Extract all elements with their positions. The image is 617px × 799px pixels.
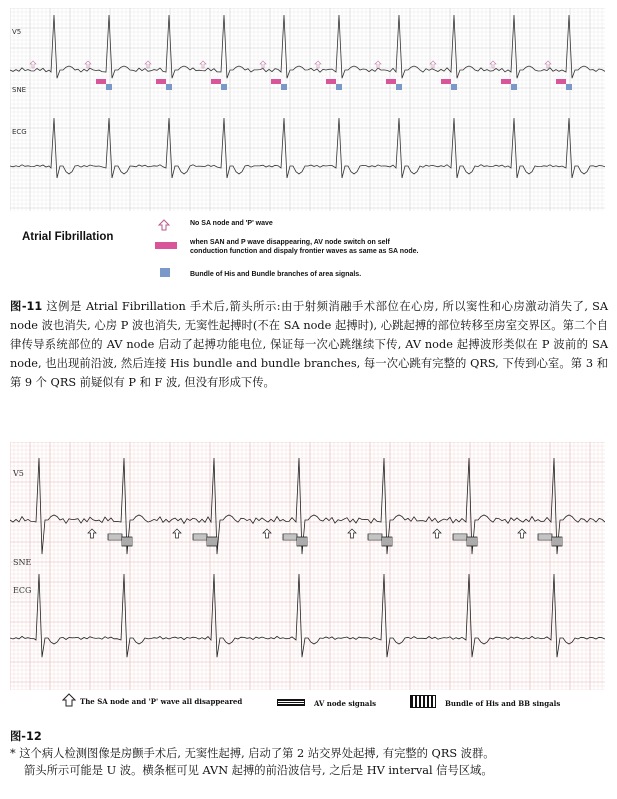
av-signal-box (193, 534, 207, 540)
his-signal-box (297, 537, 307, 546)
legend-item-his: Bundle of His and Bundle branches of area signals. (190, 271, 362, 278)
caption-text: 这例是 Atrial Fibrillation 手术后,箭头所示:由于射频消融手术部位在心房, 所以窦性和心房激动消失了, SA node 波也消失, 心房 P 波也消失, 无窦性起搏时(不在 SA node 起搏时), 心跳起搏的部位转移至房室交界区。第二个自律传导系统部位的 AV node 启动了起搏功能电位, 保证每一次心跳继续下传, AV node 起搏波形类似在 P 波前的 SA node, 也出现前沿波, 然后连接 His bundle and bundle branches, 每一次心跳有完整的 QRS, 下传到心室。第 3 和第 9 个 QRS 前疑似有 P 和 F 波, 但没有形成下传。 (10, 300, 608, 389)
blue-marker (336, 84, 342, 90)
caption-line-1 (10, 745, 608, 762)
blue-marker (281, 84, 287, 90)
pink-marker (501, 79, 511, 84)
pink-marker (441, 79, 451, 84)
caption-11 (10, 297, 608, 392)
av-signal-box (108, 534, 122, 540)
bullet: * (10, 747, 16, 760)
lead-label-v5-2: V5 (13, 469, 24, 478)
pink-marker (211, 79, 221, 84)
av-signal-box (368, 534, 382, 540)
up-arrow-icon-2 (62, 692, 76, 711)
legend-item-av-line2: conduction function and dispaly frontier waves as same as SA node. (190, 248, 419, 255)
caption-12 (10, 728, 608, 779)
lead-label-v5: V5 (12, 28, 22, 36)
his-signal-box (382, 537, 392, 546)
background (10, 8, 605, 211)
pink-swatch (155, 242, 177, 249)
pink-marker (96, 79, 106, 84)
his-signal-box (122, 537, 132, 546)
av-signal-box (283, 534, 297, 540)
pink-marker (271, 79, 281, 84)
ecg-figure-12 (10, 442, 605, 690)
lead-label-sne: SNE (12, 86, 27, 94)
ecg-figure-11 (10, 8, 605, 211)
legend2-item-sa: The SA node and 'P' wave all disappeared (80, 697, 243, 706)
pink-marker (386, 79, 396, 84)
lead-label-ecg-2: ECG (13, 586, 32, 595)
his-signal-box (552, 537, 562, 546)
legend-item-av-line1: when SAN and P wave disappearing, AV node switch on self (190, 239, 390, 246)
lead-label-ecg: ECG (12, 128, 27, 136)
pink-marker (326, 79, 336, 84)
blue-marker (166, 84, 172, 90)
legend2-item-his: Bundle of His and BB singals (445, 699, 561, 708)
av-signal-swatch (277, 699, 305, 706)
blue-marker (221, 84, 227, 90)
av-signal-box (453, 534, 467, 540)
caption-label-2: 图-12 (10, 730, 42, 743)
caption-label: 图-11 (10, 300, 43, 313)
caption-line-2: 箭头所示可能是 U 波。横条框可见 AVN 起搏的前沿波信号, 之后是 HV interval 信号区域。 (24, 764, 493, 777)
pink-marker (556, 79, 566, 84)
blue-marker (566, 84, 572, 90)
legend2-item-av: AV node signals (314, 699, 377, 708)
lead-label-sne-2: SNE (13, 558, 32, 567)
ecg-strip-11 (10, 8, 605, 211)
av-signal-box (538, 534, 552, 540)
his-signal-swatch (410, 695, 436, 708)
blue-swatch (160, 268, 170, 277)
ecg-strip-12 (10, 442, 605, 690)
pink-marker (156, 79, 166, 84)
blue-marker (396, 84, 402, 90)
blue-marker (451, 84, 457, 90)
caption-line-1-text: 这个病人检测图像是房颤手术后, 无窦性起搏, 启动了第 2 站交界处起搏, 有完整的 QRS 波群。 (19, 747, 495, 760)
legend-title: Atrial Fibrillation (22, 231, 114, 243)
up-arrow-icon (157, 216, 171, 235)
blue-marker (511, 84, 517, 90)
blue-marker (106, 84, 112, 90)
his-signal-box (207, 537, 217, 546)
legend-item-no-sa: No SA node and 'P' wave (190, 220, 273, 227)
his-signal-box (467, 537, 477, 546)
